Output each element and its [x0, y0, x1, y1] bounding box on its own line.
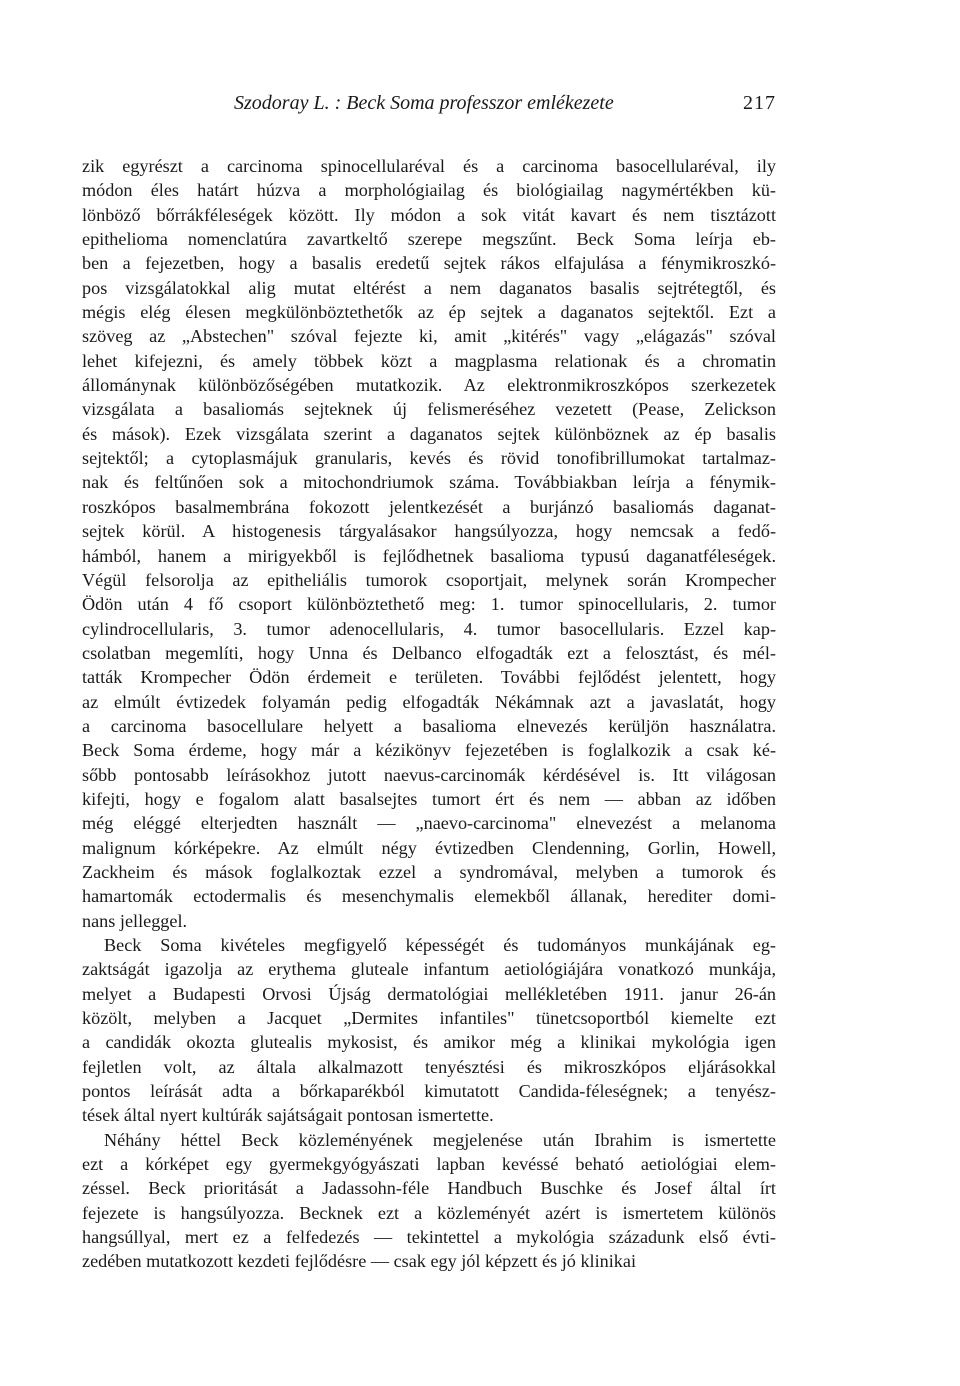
text-line: hangsúllyal, mert ez a felfedezés — tekintettel a mykológia századunk első évti- [82, 1227, 776, 1248]
text-line: lönböző bőrrákféleségek között. Ily módon a sok vitát kavart és nem tisztázott [82, 204, 776, 225]
text-line: még eléggé elterjedten használt — „naevo-carcinoma" elnevezést a melanoma [82, 813, 776, 834]
text-line: kifejti, hogy e fogalom alatt basalsejtes tumort ért és nem — abban az időben [82, 788, 776, 809]
text-line: pontos leírását adta a bőrkaparékból kimutatott Candida-féleségnek; a tenyész- [82, 1081, 776, 1102]
text-line: sőbb pontosabb leírásokhoz jutott naevus-carcinomák kérdésével is. Itt világosan [82, 764, 776, 785]
running-head [82, 92, 776, 122]
text-line: sejtek körül. A histogenesis tárgyalásakor hangsúlyozza, hogy nemcsak a fedő- [82, 521, 776, 542]
page-number: 217 [743, 92, 776, 114]
text-line: zéssel. Beck prioritását a Jadassohn-féle Handbuch Buschke és Josef által írt [82, 1178, 776, 1199]
text-line: szöveg az „Abstechen" szóval fejezte ki, amit „kitérés" vagy „elágazás" szóval [82, 326, 776, 347]
text-line: Beck Soma érdeme, hogy már a kézikönyv fejezetében is foglalkozik a csak ké- [82, 740, 776, 761]
text-line: a carcinoma basocellulare helyett a basalioma elnevezés kerüljön használatra. [82, 715, 776, 736]
text-line: hamartomák ectodermalis és mesenchymalis elemekből állanak, herediter domi- [82, 886, 776, 907]
text-line: vizsgálata a basaliomás sejteknek új felismeréséhez vezetett (Pease, Zelickson [82, 399, 776, 420]
text-line: a candidák okozta glutealis mykosist, és amikor még a klinikai mykológia igen [82, 1032, 776, 1053]
text-line: hámból, hanem a mirigyekből is fejlődhetnek basalioma typusú daganatféleségek. [82, 545, 776, 566]
text-line: nans jelleggel. [82, 910, 188, 931]
text-line: roszkópos basalmembrána fokozott jelentkezését a burjánzó basaliomás daganat- [82, 496, 776, 517]
text-line: pos vizsgálatokkal alig mutat eltérést a nem daganatos basalis sejtrétegtől, és [82, 277, 776, 298]
article-body [82, 154, 776, 1274]
text-line: malignum kórképekre. Az elmúlt négy évtizedben Clendenning, Gorlin, Howell, [82, 837, 776, 858]
text-line: fejezete is hangsúlyozza. Becknek ezt a közleményét azért is ismertetem különös [82, 1202, 776, 1223]
text-line: közölt, melyben a Jacquet „Dermites infantiles" tünetcsoportból kiemelte ezt [82, 1008, 776, 1029]
running-head-title: Szodoray L. : Beck Soma professzor emlékezete [234, 92, 614, 114]
text-line: csolatban megemlíti, hogy Unna és Delbanco elfogadták ezt a felosztást, és mél- [82, 642, 776, 663]
journal-page [82, 92, 776, 1274]
paragraph-1 [82, 154, 776, 933]
text-line: ezt a kórképet egy gyermekgyógyászati lapban kevéssé beható aetiológiai elem- [82, 1154, 776, 1175]
text-line: zaktságát igazolja az erythema gluteale infantum aetiológiájára vonatkozó munkája, [82, 959, 776, 980]
text-line: ben a fejezetben, hogy a basalis eredetű sejtek rákos elfajulása a fénymikroszkó- [82, 253, 776, 274]
text-line: zedében mutatkozott kezdeti fejlődésre — csak egy jól képzett és jó klinikai [82, 1251, 637, 1272]
text-line: módon éles határt húzva a morphológiailag és biológiailag nagymértékben kü- [82, 180, 776, 201]
text-line: mégis elég élesen megkülönböztethetők az ép sejtek a daganatos sejtektől. Ezt a [82, 302, 776, 323]
text-line: melyet a Budapesti Orvosi Újság dermatológiai mellékletében 1911. janur 26-án [82, 983, 776, 1004]
text-line: zik egyrészt a carcinoma spinocellularéval és a carcinoma basocellularéval, ily [82, 156, 776, 176]
text-line: fejletlen volt, az általa alkalmazott tenyésztési és mikroszkópos eljárásokkal [82, 1056, 776, 1077]
text-line: tések által nyert kultúrák sajátságait pontosan ismertette. [82, 1105, 494, 1126]
text-line: Zackheim és mások foglalkoztak ezzel a syndromával, melyben a tumorok és [82, 861, 776, 882]
paragraph-2 [82, 933, 776, 1128]
text-line: Néhány héttel Beck közleményének megjelenése után Ibrahim is ismertette [104, 1129, 776, 1150]
text-line: Ödön után 4 fő csoport különböztethető meg: 1. tumor spinocellularis, 2. tumor [82, 594, 776, 615]
text-line: Beck Soma kivételes megfigyelő képességét és tudományos munkájának eg- [104, 935, 776, 955]
text-line: tatták Krompecher Ödön érdemeit e területen. További fejlődést jelentett, hogy [82, 667, 776, 688]
text-line: lehet kifejezni, és amely többek közt a magplasma relationak és a chromatin [82, 350, 776, 371]
text-line: nak és feltűnően sok a mitochondriumok száma. Továbbiakban leírja a fénymik- [82, 472, 776, 493]
text-line: állománynak különbözőségében mutatkozik. Az elektronmikroszkópos szerkezetek [82, 375, 776, 396]
paragraph-3 [82, 1128, 776, 1274]
text-line: sejtektől; a cytoplasmájuk granularis, kevés és rövid tonofibrillumokat tartalmaz- [82, 448, 776, 469]
text-line: az elmúlt évtizedek folyamán pedig elfogadták Nékámnak azt a javaslatát, hogy [82, 691, 776, 712]
text-line: Végül felsorolja az epitheliális tumorok csoportjait, melynek során Krompecher [82, 569, 776, 590]
text-line: és mások). Ezek vizsgálata szerint a daganatos sejtek különböznek az ép basalis [82, 423, 776, 444]
text-line: epithelioma nomenclatúra zavartkeltő szerepe megszűnt. Beck Soma leírja eb- [82, 229, 776, 250]
text-line: cylindrocellularis, 3. tumor adenocellularis, 4. tumor basocellularis. Ezzel kap- [82, 618, 776, 639]
